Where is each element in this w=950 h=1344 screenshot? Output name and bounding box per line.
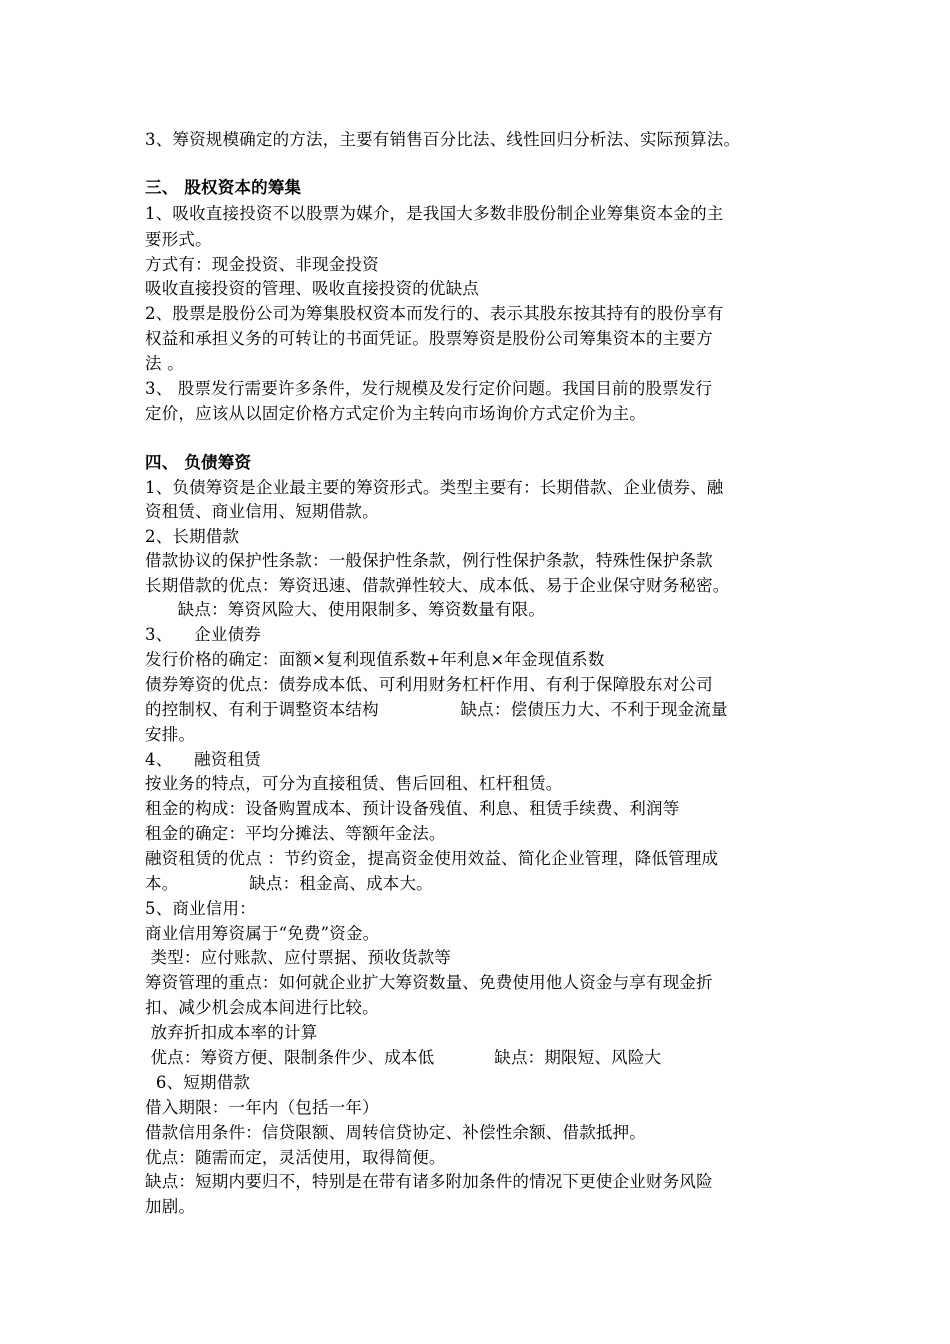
- text-line: 资租赁、商业信用、短期借款。: [145, 502, 379, 521]
- text-line: 1、负债筹资是企业最主要的筹资形式。类型主要有：长期借款、企业债券、融: [145, 478, 724, 497]
- text-line: 筹资管理的重点：如何就企业扩大筹资数量、免费使用他人资金与享有现金折: [145, 973, 713, 992]
- text-line: 1、吸收直接投资不以股票为媒介，是我国大多数非股份制企业筹集资本金的主: [145, 204, 724, 223]
- text-line: 缺点：筹资风险大、使用限制多、筹资数量有限。: [145, 600, 546, 619]
- text-line: 发行价格的确定：面额×复利现值系数+年利息×年金现值系数: [145, 650, 605, 669]
- text-line: 债券筹资的优点：债券成本低、可利用财务杠杆作用、有利于保障股东对公司: [145, 675, 713, 694]
- text-line: 租金的确定：平均分摊法、等额年金法。: [145, 824, 446, 843]
- text-line: 优点：筹资方便、限制条件少、成本低 缺点：期限短、风险大: [145, 1048, 662, 1067]
- text-line: 扣、减少机会成本间进行比较。: [145, 998, 379, 1017]
- text-line: 3、 企业债券: [145, 625, 261, 644]
- text-line: 本。 缺点：租金高、成本大。: [145, 874, 433, 893]
- text-line: 要形式。: [145, 230, 212, 249]
- text-line: 缺点：短期内要归不，特别是在带有诸多附加条件的情况下更使企业财务风险: [145, 1172, 713, 1191]
- text-line: 4、 融资租赁: [145, 750, 261, 769]
- text-line: 融资租赁的优点 ：节约资金，提高资金使用效益、简化企业管理，降低管理成: [145, 849, 719, 868]
- text-line: 放弃折扣成本率的计算: [145, 1023, 318, 1042]
- text-line: 优点：随需而定，灵活使用，取得简便。: [145, 1148, 446, 1167]
- text-line: 定价，应该从以固定价格方式定价为主转向市场询价方式定价为主。: [145, 404, 646, 423]
- text-line: 借款信用条件：信贷限额、周转信贷协定、补偿性余额、借款抵押。: [145, 1123, 646, 1142]
- text-line: 的控制权、有利于调整资本结构 缺点：偿债压力大、不利于现金流量: [145, 700, 728, 719]
- text-line: 法 。: [145, 354, 184, 373]
- text-line: 6、短期借款: [145, 1073, 251, 1092]
- text-line: 2、长期借款: [145, 527, 240, 546]
- text-line: 类型：应付账款、应付票据、预收货款等: [145, 948, 452, 967]
- text-line: 3、 股票发行需要许多条件，发行规模及发行定价问题。我国目前的股票发行: [145, 379, 713, 398]
- text-line: 借款协议的保护性条款：一般保护性条款，例行性保护条款，特殊性保护条款: [145, 551, 713, 570]
- text-line: 租金的构成：设备购置成本、预计设备残值、利息、租赁手续费、利润等: [145, 799, 680, 818]
- text-line: 3、筹资规模确定的方法，主要有销售百分比法、线性回归分析法、实际预算法。: [145, 130, 741, 149]
- text-line: 安排。: [145, 725, 196, 744]
- text-line: 商业信用筹资属于“免费”资金。: [145, 924, 380, 943]
- text-line: 2、股票是股份公司为筹集股权资本而发行的、表示其股东按其持有的股份享有: [145, 304, 724, 323]
- section-heading: 三、 股权资本的筹集: [145, 178, 302, 197]
- section-heading: 四、 负债筹资: [145, 453, 252, 472]
- text-line: 加剧。: [145, 1197, 196, 1216]
- text-line: 按业务的特点，可分为直接租赁、售后回租、杠杆租赁。: [145, 774, 563, 793]
- text-line: 权益和承担义务的可转让的书面凭证。股票筹资是股份公司筹集资本的主要方: [145, 329, 713, 348]
- text-line: 吸收直接投资的管理、吸收直接投资的优缺点: [145, 279, 479, 298]
- text-line: 5、商业信用：: [145, 899, 256, 918]
- text-line: 长期借款的优点：筹资迅速、借款弹性较大、成本低、易于企业保守财务秘密。: [145, 576, 730, 595]
- text-line: 方式有：现金投资、非现金投资: [145, 255, 379, 274]
- text-line: 借入期限：一年内（包括一年）: [145, 1098, 379, 1117]
